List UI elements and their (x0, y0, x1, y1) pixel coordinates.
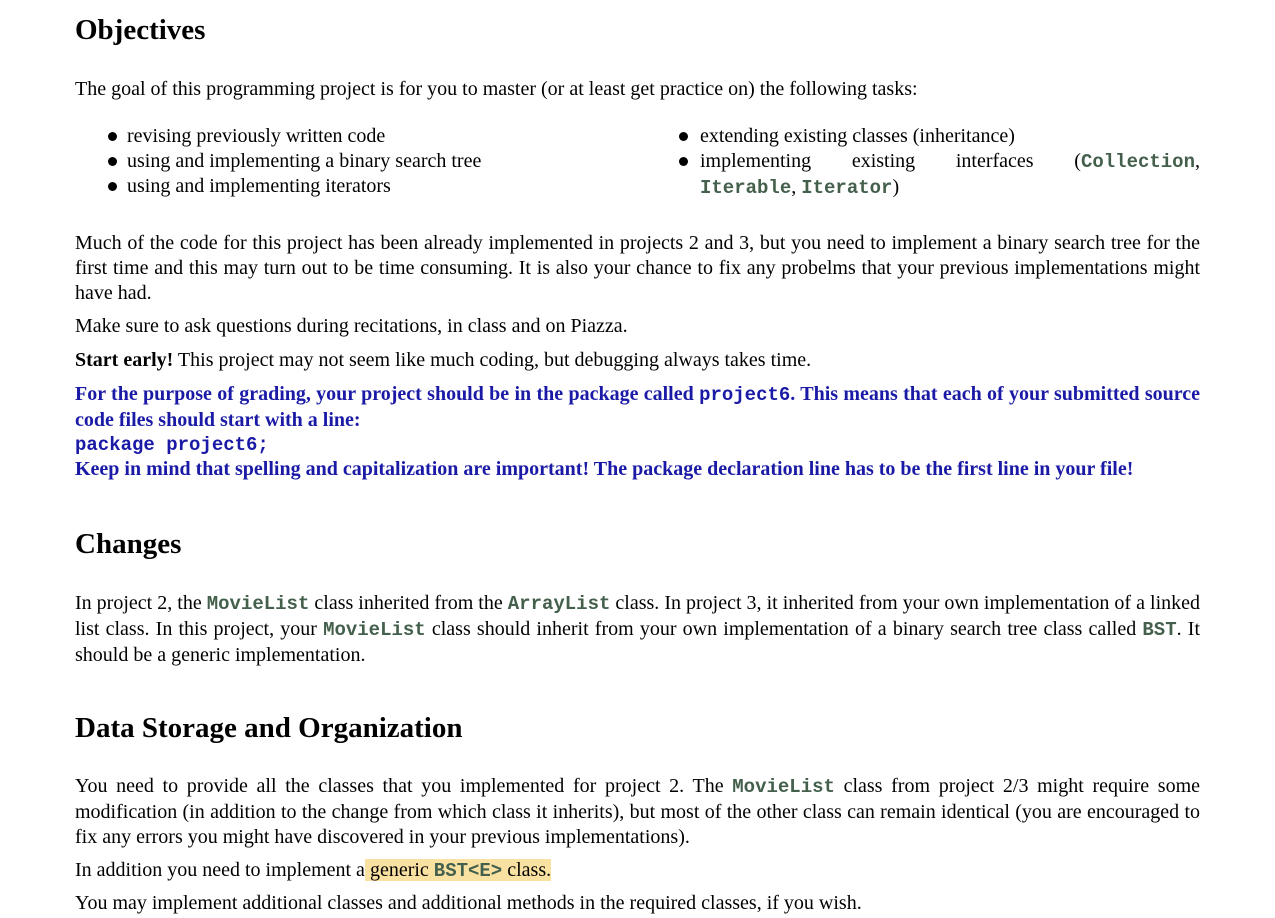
package-notice-text-2: . This means that each of your submitted source code files should start with a line: (75, 383, 1201, 431)
storage-text: class. (502, 859, 552, 881)
objectives-heading: Objectives (75, 14, 206, 46)
storage-text: You need to provide all the classes that you implemented for project 2. The (75, 775, 733, 797)
storage-heading: Data Storage and Organization (75, 712, 463, 744)
changes-text: class. In project 3, it inherited from your own implementation of a linked list class. In this project, your (75, 592, 1201, 640)
separator: , (1195, 150, 1200, 172)
highlighted-text (365, 859, 551, 881)
objectives-paragraph-1: Much of the code for this project has been already implemented in projects 2 and 3, but you need to implement a binary search tree for the first time and this may turn out to be time consuming. It is also your chance to fix any probelms that your previous implementations might have had. (75, 232, 1200, 304)
code-movielist: MovieList (206, 593, 310, 615)
package-name-code: project6 (699, 384, 791, 406)
storage-paragraph-2 (75, 858, 1200, 884)
bullet-column-left (75, 124, 647, 201)
bullet-item: extending existing classes (inheritance) (647, 124, 1200, 149)
package-warning: Keep in mind that spelling and capitalization are important! The package declaration line has to be the first line in your file! (75, 458, 1134, 480)
code-movielist: MovieList (732, 776, 835, 798)
code-arraylist: ArrayList (507, 593, 611, 615)
package-notice-text-1: For the purpose of grading, your project should be in the package called (75, 383, 700, 405)
bullet-item (647, 149, 1200, 201)
bullet-column-right (647, 124, 1200, 201)
bullet-line (700, 149, 1200, 175)
storage-text: generic (364, 859, 434, 881)
storage-paragraph-3: You may implement additional classes and additional methods in the required classes, if you wish. (75, 892, 862, 914)
package-notice (75, 382, 1200, 433)
objectives-bullet-list (75, 124, 1200, 201)
code-iterable: Iterable (700, 177, 792, 199)
code-collection: Collection (1080, 151, 1195, 173)
storage-text: class from project 2/3 might require some modification (in addition to the change from which class it inherits), but most of the other class can remain identical (you are encouraged to fix any errors you might have discovered in your previous implementations). (75, 775, 1201, 848)
bullet-item: using and implementing iterators (75, 174, 647, 199)
bullet-item: using and implementing a binary search tree (75, 149, 647, 174)
package-declaration-line (75, 432, 1200, 458)
start-early-text: This project may not seem like much coding, but debugging always takes time. (173, 349, 812, 371)
changes-text: In project 2, the (75, 592, 207, 614)
package-declaration-code: package project6; (75, 434, 269, 456)
changes-paragraph (75, 591, 1200, 668)
close-paren: ) (892, 176, 900, 198)
changes-heading: Changes (75, 528, 182, 560)
code-bst: BST (1142, 619, 1177, 641)
code-iterator: Iterator (801, 177, 893, 199)
bullet-item: revising previously written code (75, 124, 647, 149)
changes-text: class should inherit from your own implementation of a binary search tree class called (425, 618, 1143, 640)
changes-text: . It should be a generic implementation. (75, 618, 1201, 666)
storage-paragraph-1 (75, 774, 1200, 850)
objectives-intro: The goal of this programming project is for you to master (or at least get practice on) the following tasks: (75, 78, 918, 100)
bullet-text: implementing existing interfaces ( (700, 150, 1081, 172)
storage-text: In addition you need to implement a (75, 859, 365, 881)
code-bst-generic: BST<E> (433, 860, 503, 882)
code-movielist: MovieList (323, 619, 426, 641)
separator: , (791, 176, 802, 198)
start-early-label: Start early! (75, 349, 174, 371)
objectives-paragraph-3 (75, 348, 1200, 373)
changes-text: class inherited from the (309, 592, 508, 614)
objectives-paragraph-2: Make sure to ask questions during recitations, in class and on Piazza. (75, 315, 628, 337)
